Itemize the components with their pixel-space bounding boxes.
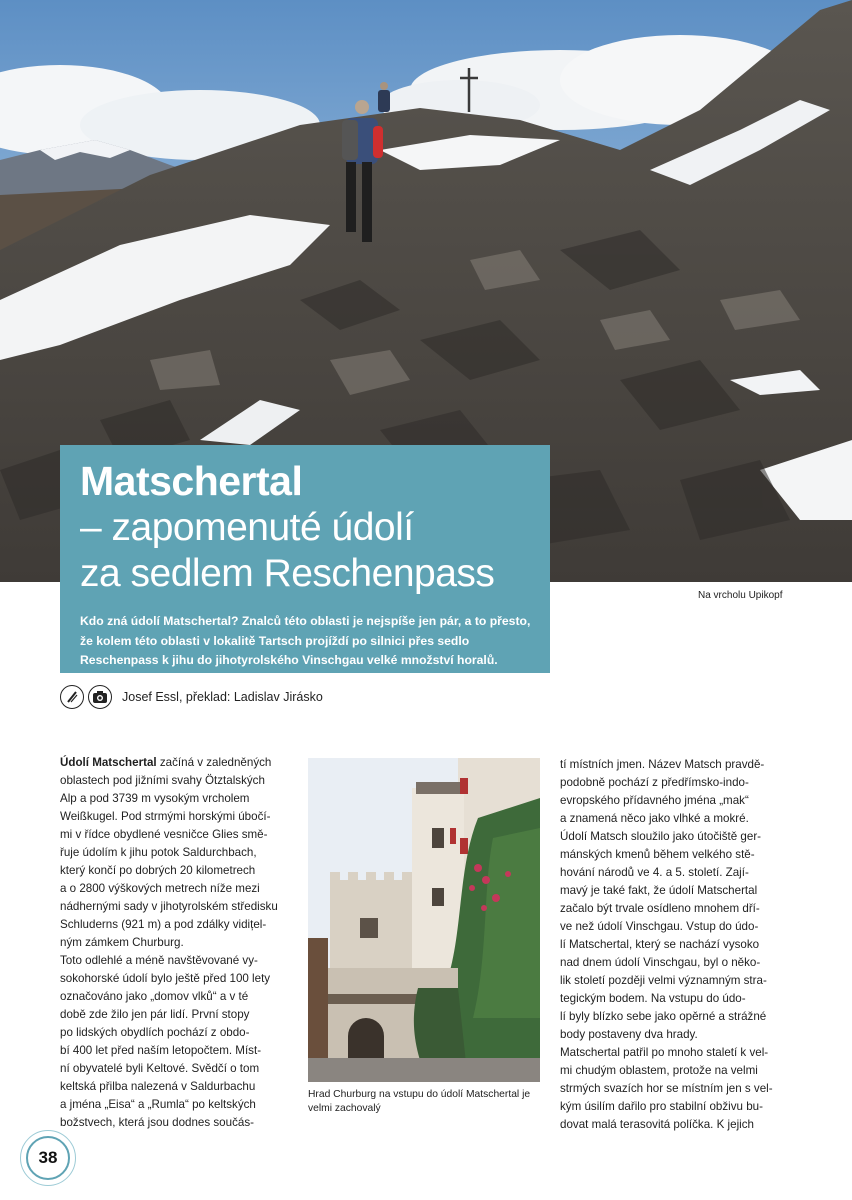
paragraph xyxy=(60,754,292,772)
text-line: lí byly blízko sebe jako opěrné a strážné xyxy=(560,1010,767,1023)
text-line: Údolí Matsch sloužilo jako útočiště ger- xyxy=(560,830,762,843)
text-line: strmých svazích hor se místním jen s vel- xyxy=(560,1082,773,1095)
bold-lead-term: Údolí Matschertal xyxy=(60,756,157,769)
text-line: ní obyvatelé byli Keltové. Svědčí o tom xyxy=(60,1062,260,1075)
text-line: hování národů ve 4. a 5. století. Zají- xyxy=(560,866,749,879)
page-number: 38 xyxy=(26,1136,70,1180)
text-line: kým úsilím dařilo pro stabilní obživu bu- xyxy=(560,1100,763,1113)
camera-icon xyxy=(88,685,112,709)
text-line: oblastech pod jižními svahy Ötztalských xyxy=(60,774,265,787)
text-line: ve než údolí Vinschgau. Vstup do údo- xyxy=(560,920,759,933)
text-line: době zde žilo jen pár lidí. První stopy xyxy=(60,1008,250,1021)
text-line: tí místních jmen. Název Matsch pravdě- xyxy=(560,758,765,771)
pen-icon xyxy=(60,685,84,709)
title-box xyxy=(60,445,550,605)
text-line: keltská přilba nalezená v Saldurbachu xyxy=(60,1080,256,1093)
text-line: dovat malá terasovitá políčka. K jejich xyxy=(560,1118,754,1131)
text-line: Toto odlehlé a méně navštěvované vy- xyxy=(60,954,258,967)
text-line: ným zámkem Churburg. xyxy=(60,936,184,949)
text-line: tegickým bodem. Na vstupu do údo- xyxy=(560,992,746,1005)
text-line: nádhernými sady v jihotyrolském středisku xyxy=(60,900,278,913)
text-line: mi v řídce obydlené vesničce Glies smě- xyxy=(60,828,268,841)
article-title: Matschertal xyxy=(80,458,303,504)
text-line: nad dnem údolí Vinschgau, byl o něko- xyxy=(560,956,761,969)
author-row xyxy=(60,684,323,710)
text-line: lí Matschertal, který se nachází vysoko xyxy=(560,938,760,951)
text-line: podobně pochází z předřímsko-indo- xyxy=(560,776,749,789)
text-line: mavý je také fakt, že údolí Matschertal xyxy=(560,884,758,897)
text-line: který končí po dobrých 20 kilometrech xyxy=(60,864,256,877)
text-line: a znamená něco jako vlhké a mokré. xyxy=(560,812,749,825)
article-subtitle-line1: – zapomenuté údolí xyxy=(80,506,414,549)
text-line: božstvech, která jsou dodnes součás- xyxy=(60,1116,254,1129)
hero-caption: Na vrcholu Upikopf xyxy=(698,590,783,601)
text-line: Weißkugel. Pod strmými horskými úbočí- xyxy=(60,810,271,823)
text-column-1 xyxy=(60,754,292,1132)
text-line: Matschertal patřil po mnoho staletí k vel- xyxy=(560,1046,769,1059)
text-line: Alp a pod 3739 m vysokým vrcholem xyxy=(60,792,250,805)
lead-paragraph: Kdo zná údolí Matschertal? Znalců této oblasti je nejspíše jen pár, a to přesto, že kolem této oblasti v lokalitě Tartsch projíždí po silnici přes sedlo Reschenpass k jihu do jihotyrolského Vinschgau velké množství horalů. xyxy=(60,605,550,673)
text-line: a o 2800 výškových metrech níže mezi xyxy=(60,882,260,895)
text-line: po lidských obydlích pochází z obdo- xyxy=(60,1026,250,1039)
text-line: mi chudým oblastem, protože na velmi xyxy=(560,1064,758,1077)
paragraph xyxy=(60,772,292,952)
text-line: Schluderns (921 m) a pod zdálky vidițel- xyxy=(60,918,267,931)
castle-churburg-photo xyxy=(308,758,540,1082)
text-line: mánských kmenů během velkého stě- xyxy=(560,848,755,861)
author-credit: Josef Essl, překlad: Ladislav Jirásko xyxy=(122,690,323,704)
text-line: sokohorské údolí bylo ještě před 100 lety xyxy=(60,972,271,985)
text-line: řuje údolím k jihu potok Saldurchbach, xyxy=(60,846,257,859)
text-line: lik století později velmi významným stra- xyxy=(560,974,767,987)
text-line: označováno jako „domov vlků“ a v té xyxy=(60,990,249,1003)
text-line: začalo být trvale osídleno mnohem dří- xyxy=(560,902,760,915)
article-subtitle-line2: za sedlem Reschenpass xyxy=(80,552,495,595)
text-line: evropského přídavného jména „mak“ xyxy=(560,794,749,807)
text-column-3 xyxy=(560,756,792,1134)
paragraph-text: začíná v zaledněných xyxy=(156,756,272,769)
castle-caption: Hrad Churburg na vstupu do údolí Matschertal je velmi zachovalý xyxy=(308,1089,531,1114)
text-line: body postaveny dva hrady. xyxy=(560,1028,698,1041)
paragraph xyxy=(60,952,292,1132)
text-line: a jména „Eisa“ a „Rumla“ po keltských xyxy=(60,1098,256,1111)
text-line: bí 400 let před naším letopočtem. Míst- xyxy=(60,1044,262,1057)
